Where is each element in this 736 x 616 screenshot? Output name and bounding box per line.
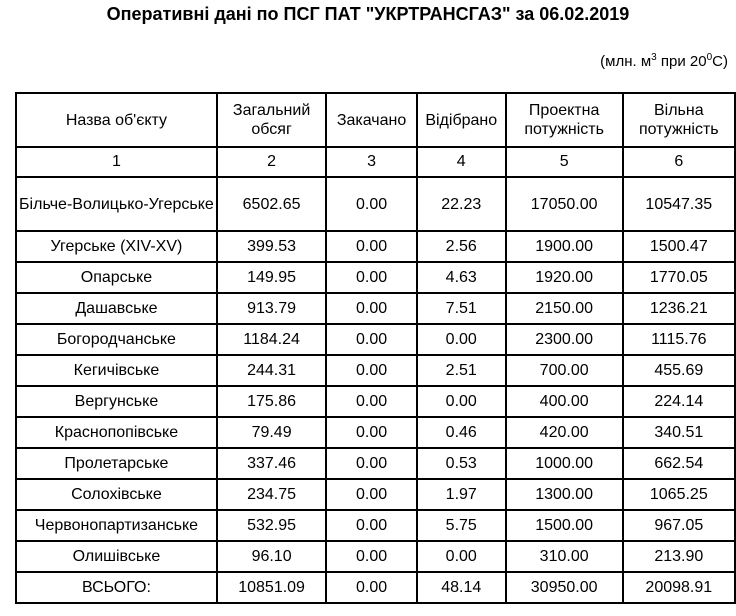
table-row	[16, 541, 735, 572]
cell-design: 700.00	[506, 355, 623, 386]
cell-free: 224.14	[623, 386, 735, 417]
table-row	[16, 448, 735, 479]
column-number-row	[16, 147, 735, 177]
cell-design: 420.00	[506, 417, 623, 448]
cell-free: 1500.47	[623, 231, 735, 262]
cell-withdrawn: 22.23	[417, 177, 506, 231]
table-row	[16, 355, 735, 386]
cell-name: Пролетарське	[16, 448, 217, 479]
page-title: Оперативні дані по ПСГ ПАТ "УКРТРАНСГАЗ" за 06.02.2019	[106, 4, 630, 24]
cell-free: 340.51	[623, 417, 735, 448]
cell-name: ВСЬОГО:	[16, 572, 217, 603]
cell-name: Солохівське	[16, 479, 217, 510]
cell-total: 6502.65	[217, 177, 326, 231]
cell-design: 17050.00	[506, 177, 623, 231]
cell-free: 10547.35	[623, 177, 735, 231]
cell-name: Краснопопівське	[16, 417, 217, 448]
cell-name: Червонопартизанське	[16, 510, 217, 541]
cell-injected: 0.00	[326, 177, 417, 231]
table-row	[16, 510, 735, 541]
cell-free: 1065.25	[623, 479, 735, 510]
cell-withdrawn: 5.75	[417, 510, 506, 541]
col-number: 1	[16, 147, 217, 177]
cell-free: 455.69	[623, 355, 735, 386]
table-row	[16, 417, 735, 448]
cell-injected: 0.00	[326, 510, 417, 541]
col-header-name: Назва об'єкту	[16, 93, 217, 147]
cell-withdrawn: 7.51	[417, 293, 506, 324]
cell-free: 1115.76	[623, 324, 735, 355]
cell-injected: 0.00	[326, 386, 417, 417]
units-mid: при 20	[656, 53, 707, 70]
cell-total: 1184.24	[217, 324, 326, 355]
col-header-total: Загальний обсяг	[217, 93, 326, 147]
cell-name: Опарське	[16, 262, 217, 293]
units-prefix: (млн. м	[600, 53, 652, 70]
cell-total: 79.49	[217, 417, 326, 448]
cell-withdrawn: 4.63	[417, 262, 506, 293]
header-row	[16, 93, 735, 147]
cell-total: 913.79	[217, 293, 326, 324]
cell-total: 532.95	[217, 510, 326, 541]
cell-free: 1236.21	[623, 293, 735, 324]
cell-withdrawn: 0.46	[417, 417, 506, 448]
table-row	[16, 293, 735, 324]
total-row	[16, 572, 735, 603]
table-row	[16, 177, 735, 231]
cell-design: 1920.00	[506, 262, 623, 293]
col-number: 6	[623, 147, 735, 177]
cell-name: Дашавське	[16, 293, 217, 324]
cell-free: 662.54	[623, 448, 735, 479]
units-sup-cubic: 3	[651, 52, 657, 63]
cell-withdrawn: 0.00	[417, 386, 506, 417]
cell-total: 234.75	[217, 479, 326, 510]
cell-withdrawn: 48.14	[417, 572, 506, 603]
cell-free: 20098.91	[623, 572, 735, 603]
col-number: 3	[326, 147, 417, 177]
cell-withdrawn: 1.97	[417, 479, 506, 510]
units-note	[600, 52, 728, 70]
cell-name: Богородчанське	[16, 324, 217, 355]
table-row	[16, 479, 735, 510]
col-number: 5	[506, 147, 623, 177]
cell-injected: 0.00	[326, 293, 417, 324]
cell-withdrawn: 0.00	[417, 541, 506, 572]
table-row	[16, 231, 735, 262]
units-sup-degree: 0	[706, 52, 713, 63]
col-number: 4	[417, 147, 506, 177]
cell-name: Угерське (XIV-XV)	[16, 231, 217, 262]
cell-withdrawn: 2.56	[417, 231, 506, 262]
cell-design: 310.00	[506, 541, 623, 572]
cell-injected: 0.00	[326, 541, 417, 572]
cell-name: Кегичівське	[16, 355, 217, 386]
cell-total: 10851.09	[217, 572, 326, 603]
col-header-injected: Закачано	[326, 93, 417, 147]
storage-table	[15, 92, 736, 604]
cell-total: 399.53	[217, 231, 326, 262]
cell-total: 175.86	[217, 386, 326, 417]
cell-design: 400.00	[506, 386, 623, 417]
cell-withdrawn: 2.51	[417, 355, 506, 386]
cell-name: Олишівське	[16, 541, 217, 572]
cell-design: 1300.00	[506, 479, 623, 510]
cell-design: 1500.00	[506, 510, 623, 541]
col-header-design: Проектна потужність	[506, 93, 623, 147]
table-row	[16, 324, 735, 355]
cell-name: Більче-Волицько-Угерське	[16, 177, 217, 231]
cell-injected: 0.00	[326, 448, 417, 479]
cell-name: Вергунське	[16, 386, 217, 417]
cell-design: 30950.00	[506, 572, 623, 603]
col-header-withdrawn: Відібрано	[417, 93, 506, 147]
cell-injected: 0.00	[326, 479, 417, 510]
cell-design: 1000.00	[506, 448, 623, 479]
cell-withdrawn: 0.00	[417, 324, 506, 355]
cell-injected: 0.00	[326, 324, 417, 355]
cell-injected: 0.00	[326, 355, 417, 386]
cell-total: 149.95	[217, 262, 326, 293]
cell-injected: 0.00	[326, 231, 417, 262]
cell-injected: 0.00	[326, 417, 417, 448]
units-suffix: С)	[712, 53, 728, 70]
col-number: 2	[217, 147, 326, 177]
cell-free: 213.90	[623, 541, 735, 572]
cell-injected: 0.00	[326, 262, 417, 293]
col-header-free: Вільна потужність	[623, 93, 735, 147]
table-row	[16, 386, 735, 417]
cell-design: 2300.00	[506, 324, 623, 355]
cell-injected: 0.00	[326, 572, 417, 603]
cell-total: 96.10	[217, 541, 326, 572]
cell-design: 2150.00	[506, 293, 623, 324]
cell-design: 1900.00	[506, 231, 623, 262]
cell-free: 967.05	[623, 510, 735, 541]
table-row	[16, 262, 735, 293]
cell-total: 337.46	[217, 448, 326, 479]
cell-free: 1770.05	[623, 262, 735, 293]
cell-total: 244.31	[217, 355, 326, 386]
cell-withdrawn: 0.53	[417, 448, 506, 479]
